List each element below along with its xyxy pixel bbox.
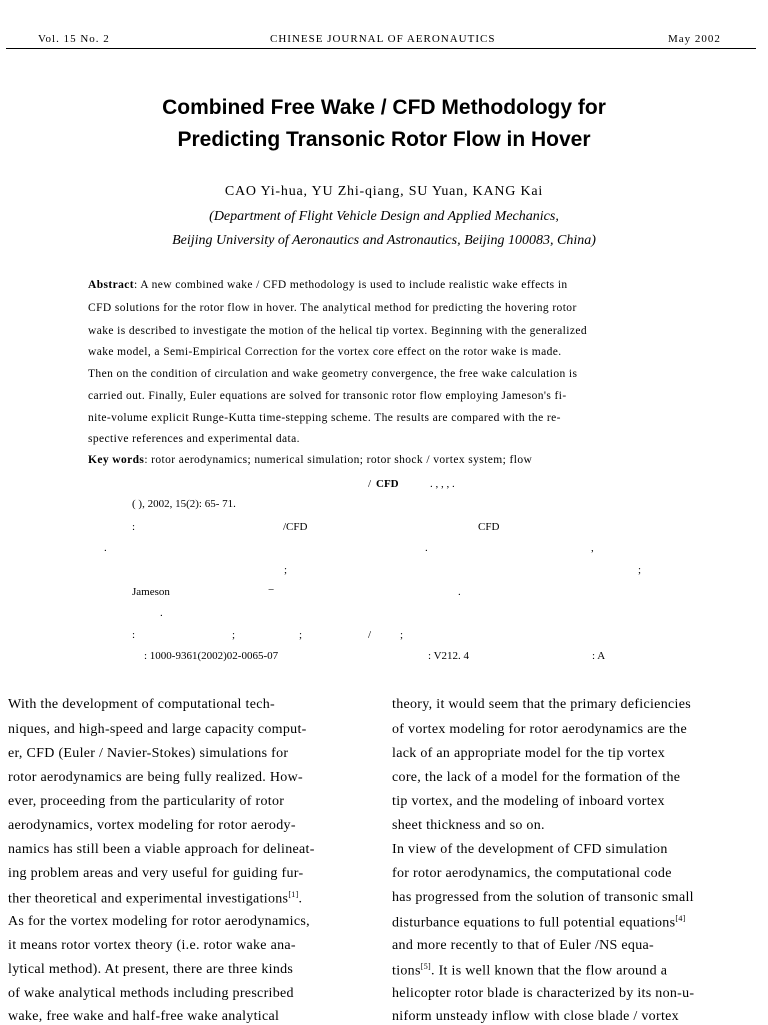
cn-abstract-cfd-1: /CFD [283,521,308,533]
abstract-line-5: Then on the condition of circulation and wake geometry convergence, the free wake calculation is [88,368,578,380]
paper-title-line-1: Combined Free Wake / CFD Methodology for [162,96,606,119]
body-left-line-7: namics has still been a viable approach for delineat- [8,842,315,857]
body-left-line-9: ther theoretical and experimental investigations[1]. [8,890,303,907]
cn-punct-4: ; [284,564,288,576]
abstract-line-4: wake model, a Semi-Empirical Correction for the vortex core effect on the rotor wake is made. [88,346,562,358]
body-left-line-14: wake, free wake and half-free wake analytical [8,1009,280,1024]
volume-number: Vol. 15 No. 2 [38,33,110,45]
body-left-line-4: rotor aerodynamics are being fully realized. How- [8,770,303,785]
affiliation-line-2: Beijing University of Aeronautics and Astronautics, Beijing 100083, China) [172,233,596,248]
body-right-line-8: for rotor aerodynamics, the computational code [392,866,672,881]
issue-date: May 2002 [668,33,721,45]
body-right-line-14: niform unsteady inflow with close blade / vortex [392,1009,679,1024]
citation-ref-1[interactable]: [1] [288,890,299,899]
keywords-line: Key words: rotor aerodynamics; numerical simulation; rotor shock / vortex system; flow [88,454,533,466]
body-right-line-4: core, the lack of a model for the formation of the [392,770,681,785]
cn-title-slash: / [368,478,372,490]
cn-punct-1: . [104,542,107,554]
body-left-line-13: of wake analytical methods including prescribed [8,986,294,1001]
cn-keywords-sep-3: ; [400,629,404,641]
cn-title-cfd: CFD [376,478,399,490]
body-left-line-1: With the development of computational tech- [8,697,275,712]
affiliation-line-1: (Department of Flight Vehicle Design and Applied Mechanics, [209,209,559,224]
cn-abstract-colon: : [132,521,136,533]
cn-jameson: Jameson [132,586,170,598]
cn-keywords-sep-2: ; [299,629,303,641]
cn-doc-code: : A [592,650,606,662]
body-left-line-3: er, CFD (Euler / Navier-Stokes) simulations for [8,746,289,761]
body-left-line-10: As for the vortex modeling for rotor aerodynamics, [8,914,310,929]
cn-keywords-colon: : [132,629,136,641]
body-right-line-13: helicopter rotor blade is characterized by its non-u- [392,986,695,1001]
cn-keywords-sep-1: ; [232,629,236,641]
body-right-line-11: and more recently to that of Euler /NS equa- [392,938,655,953]
cn-punct-2: . [425,542,428,554]
cn-punct-3: , [591,542,594,554]
abstract-line-6: carried out. Finally, Euler equations are solved for transonic rotor flow employing Jameson's fi- [88,390,567,402]
abstract-line-7: nite-volume explicit Runge-Kutta time-stepping scheme. The results are compared with the re- [88,412,561,424]
body-left-line-12: lytical method). At present, there are three kinds [8,962,294,977]
citation-ref-5[interactable]: [5] [420,962,431,971]
cn-dash: − [268,584,275,596]
body-right-line-7: In view of the development of CFD simulation [392,842,668,857]
cn-citation: ( ), 2002, 15(2): 65- 71. [132,498,236,510]
cn-keywords-slash: / [368,629,372,641]
body-right-line-6: sheet thickness and so on. [392,818,545,833]
body-left-line-2: niques, and high-speed and large capacity comput- [8,722,307,737]
keywords-label: Key words [88,454,145,466]
authors: CAO Yi-hua, YU Zhi-qiang, SU Yuan, KANG Kai [224,184,544,199]
body-right-line-9: has progressed from the solution of transonic small [392,890,694,905]
body-right-line-10: disturbance equations to full potential equations[4] [392,914,686,931]
body-right-line-12: tions[5]. It is well known that the flow around a [392,962,668,979]
body-right-line-5: tip vortex, and the modeling of inboard vortex [392,794,665,809]
header-rule [6,48,756,49]
body-left-line-5: ever, proceeding from the particularity of rotor [8,794,285,809]
body-left-line-8: ing problem areas and very useful for guiding fur- [8,866,304,881]
cn-article-id: : 1000-9361(2002)02-0065-07 [144,650,279,662]
cn-abstract-cfd-2: CFD [478,521,500,533]
cn-punct-5: ; [638,564,642,576]
body-left-line-11: it means rotor vortex theory (i.e. rotor wake ana- [8,938,296,953]
cn-punct-7: . [160,607,163,619]
abstract-line-3: wake is described to investigate the motion of the helical tip vortex. Beginning with the generalized [88,325,587,337]
body-right-line-1: theory, it would seem that the primary deficiencies [392,697,691,712]
body-left-line-6: aerodynamics, vortex modeling for rotor aerody- [8,818,296,833]
paper-title-line-2: Predicting Transonic Rotor Flow in Hover [177,128,591,151]
body-right-line-2: of vortex modeling for rotor aerodynamics are the [392,722,687,737]
abstract-line-8: spective references and experimental data. [88,433,300,445]
body-right-line-3: lack of an appropriate model for the tip vortex [392,746,666,761]
cn-author-punct: . , , , . [430,478,455,490]
abstract-line-1: Abstract: A new combined wake / CFD methodology is used to include realistic wake effects in [88,279,568,291]
journal-name: CHINESE JOURNAL OF AERONAUTICS [270,33,496,45]
citation-ref-4[interactable]: [4] [675,914,686,923]
cn-punct-6: . [458,586,461,598]
cn-class-code: : V212. 4 [428,650,470,662]
abstract-label: Abstract [88,279,134,291]
abstract-line-2: CFD solutions for the rotor flow in hover. The analytical method for predicting the hovering rotor [88,302,577,314]
